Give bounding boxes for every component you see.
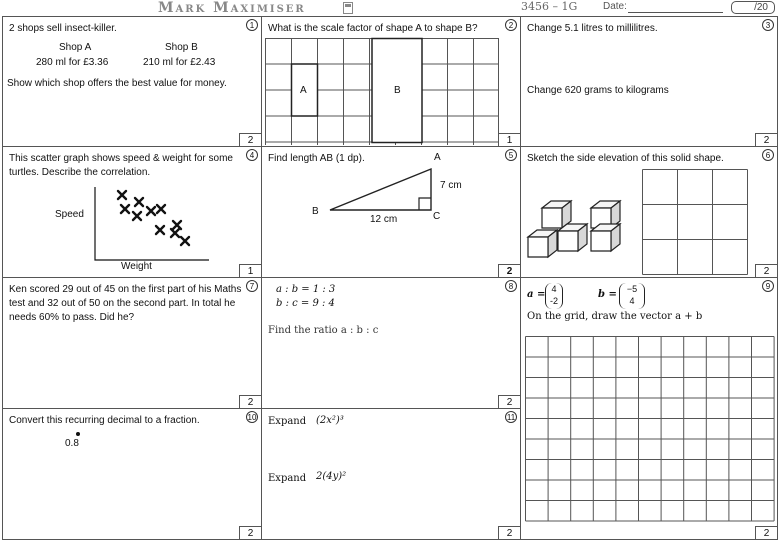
vector-b-y: 4 <box>629 296 635 306</box>
scatter-point <box>133 212 141 220</box>
shape-a-label: A <box>300 85 307 96</box>
vector-grid <box>525 336 775 526</box>
vector-a-x: 4 <box>551 284 557 294</box>
question-number: 6 <box>762 149 774 161</box>
right-triangle <box>322 157 442 217</box>
question-text: Convert this recurring decimal to a fraction. <box>9 415 200 426</box>
shop-a-name: Shop A <box>59 42 92 53</box>
marks-box: 2 <box>498 395 520 408</box>
cube <box>558 224 587 251</box>
header <box>0 0 780 16</box>
question-number: 9 <box>762 280 774 292</box>
question-11 <box>261 408 521 540</box>
vector-b-label: b = <box>598 289 617 300</box>
scatter-point <box>173 221 181 229</box>
marks-box: 2 <box>755 526 777 539</box>
question-number: 10 <box>247 413 257 422</box>
vector-b <box>619 283 645 309</box>
solid-shape-cubes <box>525 187 629 269</box>
expression-2: 2(4y)² <box>316 471 347 482</box>
scatter-graph <box>87 185 227 269</box>
sketch-grid <box>641 168 749 276</box>
expression-1: (2x²)³ <box>316 415 344 426</box>
marks-box: 2 <box>755 133 777 146</box>
scatter-point <box>181 237 189 245</box>
date-field[interactable] <box>628 12 723 13</box>
cube <box>591 224 620 251</box>
shop-b-offer: 210 ml for £2.43 <box>143 57 216 68</box>
question-6 <box>520 146 778 278</box>
question-number: 7 <box>246 280 258 292</box>
question-prompt: On the grid, draw the vector a + b <box>527 311 703 322</box>
scatter-point <box>171 229 179 237</box>
question-text: Find length AB (1 dp). <box>268 153 365 164</box>
vertex-a: A <box>434 152 441 163</box>
scatter-point <box>156 226 164 234</box>
expand-label-2: Expand <box>268 473 307 484</box>
vector-a-label: a = <box>527 289 546 300</box>
marks-box: 1 <box>498 133 520 146</box>
vector-a <box>545 283 563 309</box>
question-prompt: Show which shop offers the best value for money. <box>7 78 227 89</box>
shape-b-label: B <box>394 85 401 96</box>
scatter-point <box>147 207 155 215</box>
question-7 <box>2 277 262 409</box>
question-3 <box>520 16 778 147</box>
expand-label-1: Expand <box>268 416 307 427</box>
question-number: 4 <box>246 149 258 161</box>
grid-lines <box>526 337 775 522</box>
question-text: Change 5.1 litres to millilitres. <box>527 23 658 34</box>
question-prompt: Find the ratio a : b : c <box>268 325 379 336</box>
question-number: 2 <box>505 19 517 31</box>
vector-b-x: −5 <box>626 284 638 294</box>
x-axis-label: Weight <box>121 261 152 272</box>
scatter-point <box>157 205 165 213</box>
question-text: What is the scale factor of shape A to shape B? <box>268 23 478 34</box>
question-2 <box>261 16 521 147</box>
scatter-point <box>135 198 143 206</box>
recurring-dot <box>76 432 80 436</box>
side-length-horizontal: 12 cm <box>370 214 398 225</box>
question-5 <box>261 146 521 278</box>
vertex-b: B <box>312 206 319 217</box>
marks-box: 2 <box>498 264 520 277</box>
question-text: Ken scored 29 out of 45 on the first part of his Maths test and 32 out of 50 on the second part. In total he needs 60% to pass. Did he? <box>9 284 242 323</box>
y-axis-label: Speed <box>55 209 84 220</box>
marks-box: 1 <box>239 264 261 277</box>
cube <box>528 230 557 257</box>
question-number: 11 <box>506 413 516 422</box>
recurring-decimal: 0.8 <box>65 438 79 449</box>
shop-a-offer: 280 ml for £3.36 <box>36 57 109 68</box>
ratio-ab: a : b = 1 : 3 <box>276 284 336 295</box>
score-box[interactable]: /20 <box>731 1 775 14</box>
worksheet-code: 3456 – 1G <box>521 0 578 13</box>
side-length-vertical: 7 cm <box>440 180 462 191</box>
question-10 <box>2 408 262 540</box>
marks-box: 2 <box>239 133 261 146</box>
shop-b-name: Shop B <box>165 42 198 53</box>
vector-a-y: -2 <box>549 296 558 306</box>
date-label: Date: <box>603 1 627 12</box>
ratio-bc: b : c = 9 : 4 <box>276 298 335 309</box>
scatter-point <box>121 205 129 213</box>
question-number: 5 <box>505 149 517 161</box>
marks-box: 2 <box>239 526 261 539</box>
brand-title: Mark Maximiser <box>158 0 306 16</box>
question-number: 8 <box>505 280 517 292</box>
question-text: Sketch the side elevation of this solid shape. <box>527 153 724 164</box>
marks-box: 2 <box>498 526 520 539</box>
question-text: This scatter graph shows speed & weight for some turtles. Describe the correlation. <box>9 153 233 178</box>
marks-box: 2 <box>239 395 261 408</box>
scatter-point <box>118 191 126 199</box>
question-text-2: Change 620 grams to kilograms <box>527 85 669 96</box>
question-number: 1 <box>246 19 258 31</box>
question-number: 3 <box>762 19 774 31</box>
question-9 <box>520 277 778 540</box>
marks-box: 2 <box>755 264 777 277</box>
vertex-c: C <box>433 211 441 222</box>
question-text: 2 shops sell insect-killer. <box>9 23 117 34</box>
question-4 <box>2 146 262 278</box>
calculator-crossed-icon <box>343 2 353 14</box>
question-8 <box>261 277 521 409</box>
question-1 <box>2 16 262 147</box>
